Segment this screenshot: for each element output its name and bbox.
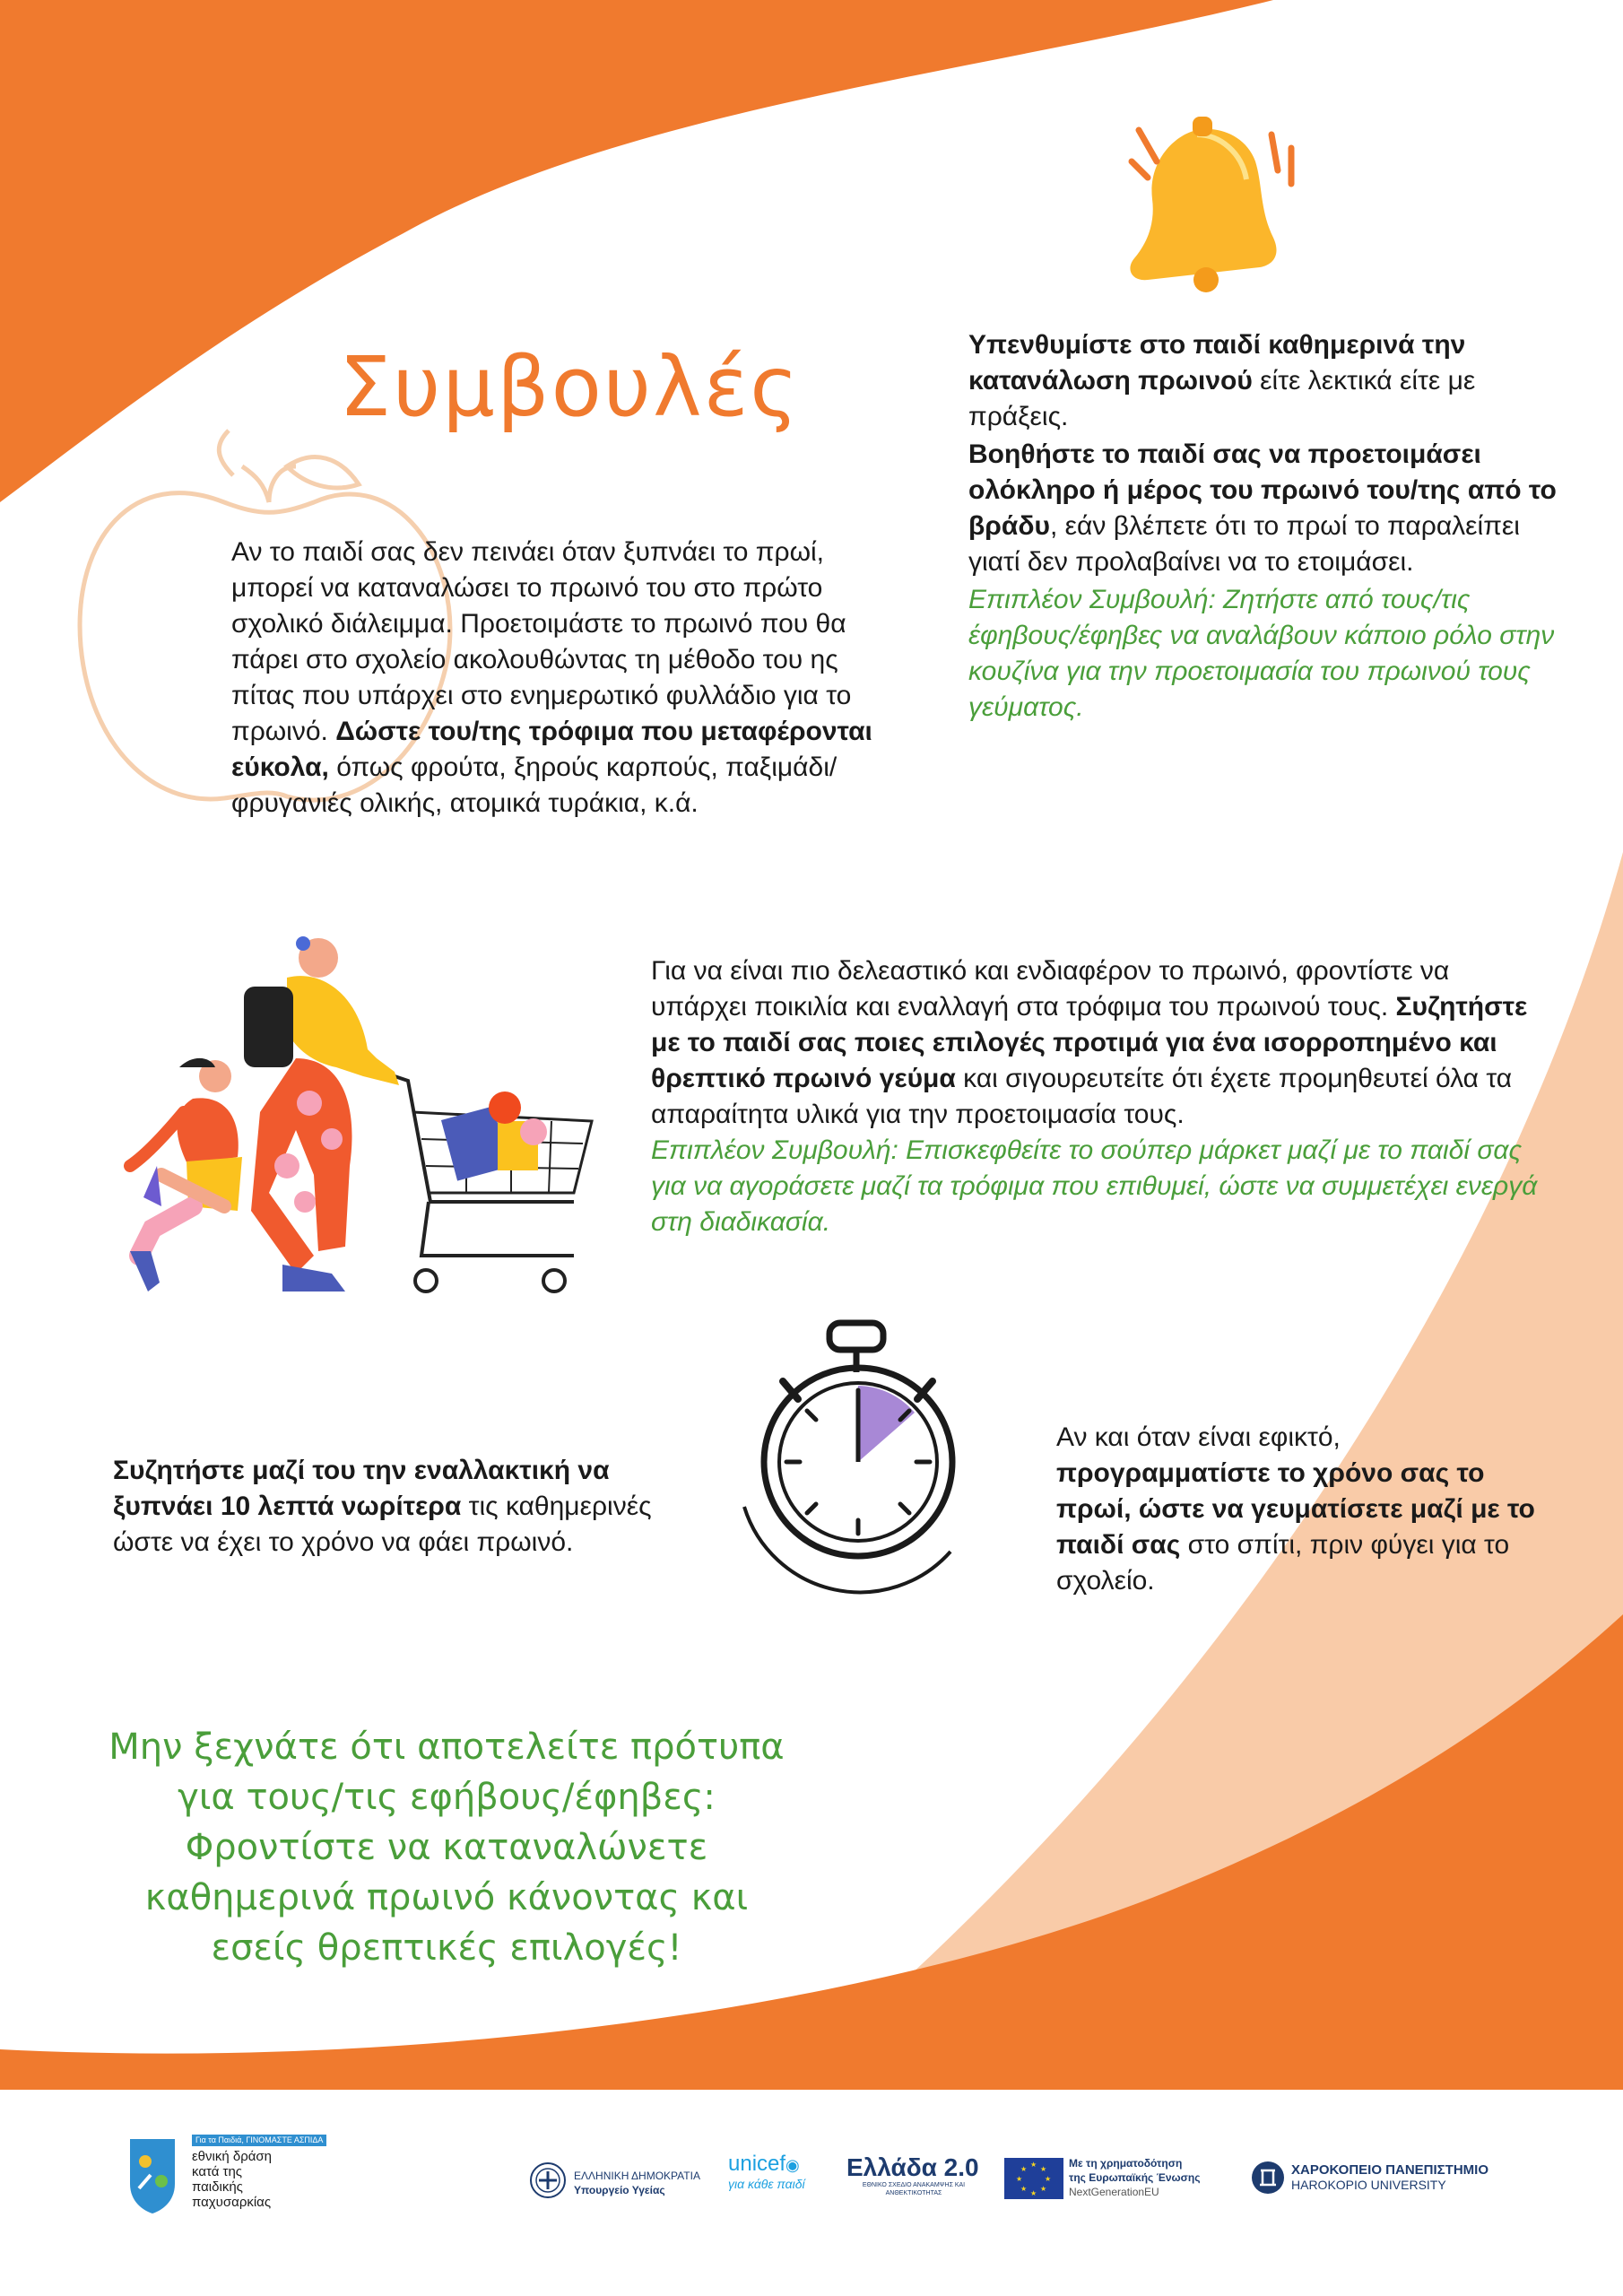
greek-emblem-icon [529,2161,567,2199]
ellada-name: Ελλάδα 2.0 [846,2153,979,2181]
tip-apple-bold: Δώστε του/της τρόφιμα που μεταφέρονται εύκολα, [231,717,872,782]
svg-text:★: ★ [1020,2165,1028,2173]
tip-shopping-text-2: και σιγουρευτείτε ότι έχετε προμηθευτεί όλα τα απαραίτητα υλικά για την προετοιμασία τους. [651,1064,1513,1129]
tip-shopping-extra: Επιπλέον Συμβουλή: Επισκεφθείτε το σούπερ μάρκετ μαζί με το παιδί σας για να αγοράσετε μαζί τα τρόφιμα που επιθυμεί, ώστε να συμμετέχει ενεργά στη διαδικασία. [651,1135,1538,1237]
tip-bell-text-1: είτε λεκτικά είτε με πράξεις. [968,366,1476,431]
harokopio-line-1: ΧΑΡΟΚΟΠΕΙΟ ΠΑΝΕΠΙΣΤΗΜΙΟ [1291,2162,1488,2178]
svg-text:★: ★ [1040,2185,1047,2193]
svg-text:★: ★ [1045,2175,1052,2183]
tip-time-text-1: Αν και όταν είναι εφικτό, [1056,1422,1341,1452]
eu-line-3: NextGenerationEU [1069,2186,1159,2198]
eu-flag-icon [1004,2158,1063,2199]
tip-shopping-bold: Συζητήστε με το παιδί σας ποιες επιλογές προτιμά για ένα ισορροπημένο και θρεπτικό πρωινό γεύμα [651,992,1528,1093]
tip-bell-extra: Επιπλέον Συμβουλή: Ζητήστε από τους/τις έφηβους/έφηβες να αναλάβουν κάποιο ρόλο στην κουζίνα για την προετοιμασία του πρωινού τους γεύματος. [968,585,1555,722]
unicef-sub: για κάθε παιδί [728,2177,805,2191]
tip-bell [968,327,1569,726]
svg-text:★: ★ [1016,2175,1023,2183]
svg-text:★: ★ [1030,2161,1037,2169]
campaign-tag: Για τα Παιδιά, ΓΙΝΟΜΑΣΤΕ ΑΣΠΙΔΑ [192,2135,326,2146]
tip-time-text-2: στο σπίτι, πριν φύγει για το σχολείο. [1056,1530,1510,1596]
tip-apple-text-2: όπως φρούτα, ξηρούς καρπούς, παξιμάδι/ φρυγανιές ολικής, ατομικά τυράκια, κ.ά. [231,752,838,818]
tip-shopping [651,953,1539,1240]
tip-bell-bold-2: Βοηθήστε το παιδί σας να προετοιμάσει ολόκληρο ή μέρος του πρωινό του/της από το βράδυ [968,439,1557,541]
globe-icon: ◉ [785,2156,800,2174]
tip-time-bold: προγραμματίστε το χρόνο σας το πρωί, ώστε να γευματίσετε μαζί με το παιδί σας [1056,1458,1535,1560]
campaign-line-3: παιδικής [192,2179,243,2195]
tip-apple-text-1: Αν το παιδί σας δεν πεινάει όταν ξυπνάει το πρωί, μπορεί να καταναλώσει το πρωινό του στο πρώτο σχολικό διάλειμμα. Προετοιμάστε το πρωινό που θα πάρει στο σχολείο ακολουθώντας τη μέθοδο του ης πίτας που υπάρχει στο ενημερωτικό φυλλάδιο για το πρωινό. [231,537,852,746]
tip-time [1056,1420,1558,1599]
ministry [574,2169,700,2197]
eu-line-1: Με τη χρηματοδότηση [1069,2157,1183,2170]
harokopio-line-2: HAROKOPIO UNIVERSITY [1291,2178,1446,2192]
stopwatch-icon [744,1323,952,1592]
tip-bell-bold-1: Υπενθυμίστε στο παιδί καθημερινά την κατανάλωση πρωινού [968,330,1466,396]
ministry-line-1: ΕΛΛΗΝΙΚΗ ΔΗΜΟΚΡΑΤΙΑ [574,2170,700,2182]
campaign-line-2: κατά της [192,2164,243,2179]
ministry-line-2: Υπουργείο Υγείας [574,2184,665,2196]
svg-text:★: ★ [1020,2185,1028,2193]
tip-wake-text: τις καθημερινές ώστε να έχει το χρόνο να φάει πρωινό. [113,1492,652,1557]
eu-funding [1069,2156,1200,2199]
bell-icon [1130,117,1291,292]
campaign-line-4: παχυσαρκίας [192,2195,272,2210]
ellada-logo [846,2154,981,2197]
svg-text:★: ★ [1040,2165,1047,2173]
eu-line-2: της Ευρωπαϊκής Ένωσης [1069,2171,1201,2184]
harokopio [1291,2163,1488,2192]
page-title: Συμβουλές [339,339,801,435]
shopping-illustration [130,936,592,1292]
harokopio-emblem-icon [1250,2158,1286,2197]
closing-message: Μην ξεχνάτε ότι αποτελείτε πρότυπα για τους/τις εφήβους/έφηβες: Φροντίστε να καταναλώνετε καθημερινά πρωινό κάνοντας και εσείς θρεπτικές επιλογές! [108,1726,785,1969]
unicef-logo [728,2152,805,2191]
svg-text:★: ★ [1030,2189,1037,2197]
ellada-sub: ΕΘΝΙΚΟ ΣΧΕΔΙΟ ΑΝΑΚΑΜΨΗΣ ΚΑΙ ΑΝΘΕΚΤΙΚΟΤΗΤΑΣ [862,2182,966,2196]
tip-apple [231,535,882,822]
tip-bell-prepare [968,437,1569,580]
shield-logo-icon [126,2135,179,2215]
tip-bell-text-2: , εάν βλέπετε ότι το πρωί το παραλείπει γιατί δεν προλαβαίνει να το ετοιμάσει. [968,511,1520,577]
unicef-name: unicef◉ [728,2152,800,2176]
tip-bell-reminder [968,327,1569,435]
tip-wake-bold: Συζητήστε μαζί του την εναλλακτική να ξυπνάει 10 λεπτά νωρίτερα [113,1456,610,1521]
campaign-line-1: εθνική δράση [192,2149,273,2164]
campaign-text [192,2149,272,2210]
tip-shopping-text-1: Για να είναι πιο δελεαστικό και ενδιαφέρον το πρωινό, φροντίστε να υπάρχει ποικιλία και εναλλαγή στα τρόφιμα του πρωινού τους. [651,956,1450,1022]
tip-wake [113,1453,696,1561]
